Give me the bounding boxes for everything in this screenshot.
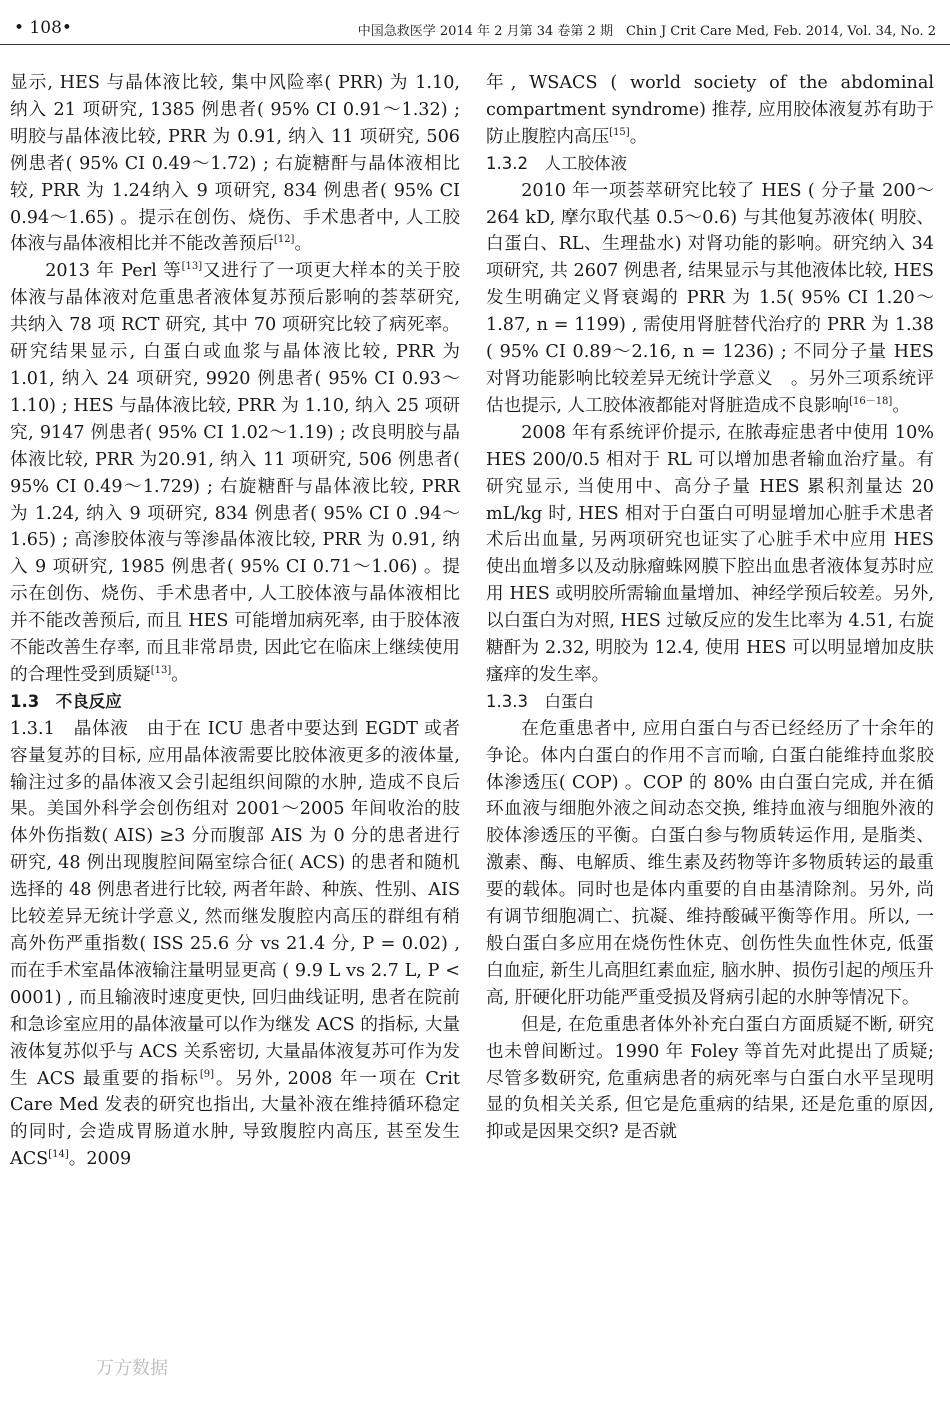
page-number: • 108• bbox=[14, 18, 72, 38]
subsection-heading-1-3-3: 1.3.3 白蛋白 bbox=[486, 691, 594, 711]
section-heading-1-3: 1.3 不良反应 bbox=[10, 691, 122, 711]
text: 。 bbox=[294, 234, 313, 255]
journal-citation: 中国急救医学 2014 年 2 月第 34 卷第 2 期 Chin J Crit Care Med, Feb. 2014, Vol. 34, No. 2 bbox=[357, 24, 936, 39]
right-column bbox=[486, 70, 934, 1146]
text: 1.3.1 晶体液 由于在 ICU 患者中要达到 EGDT 或者容量复苏的目标, 应用晶体液需要比胶体液更多的液体量, 输注过多的晶体液又会引起组织间隙的水肿, 造成不良后果。美国外科学会创伤组对 2001～2005 年间收治的肢体外伤指数( AIS) ≥3 分而腹部 AIS 为 0 分的患者进行研究, 48 例出现腹腔间隔室综合征( ACS) 的患者和随机选择的 48 例患者进行比较, 两者年龄、种族、性别、AIS 比较差异无统计学意义, 然而继发腹腔内高压的群组有稍高外伤严重指数( ISS 25.6 分 vs 21.4 分, P = 0.02) , 而在手术室晶体液输注量明显更高 ( 9.9 L vs 2.7 L, P < 0001) , 而且输液时速度更快, 回归曲线证明, 患者在院前和急诊室应用的晶体液量可以作为继发 ACS 的指标, 大量液体复苏似乎与 ACS 关系密切, 大量晶体液复苏可作为发生 ACS 最重要的指标 bbox=[10, 718, 460, 1089]
text: 显示, HES 与晶体液比较, 集中风险率( PRR) 为 1.10, 纳入 21 项研究, 1385 例患者( 95% CI 0.91～1.32) ; 明胶与晶体液比较, PRR 为 0.91, 纳入 11 项研究, 506 例患者( 95% CI 0.49～1.72) ; 右旋糖酐与晶体液相比较, PRR 为 1.24纳入 9 项研究, 834 例患者( 95% CI 0.94～1.65) 。提示在创伤、烧伤、手术患者中, 人工胶体液与晶体液相比并不能改善预后 bbox=[10, 73, 460, 255]
citation: [15] bbox=[609, 126, 630, 138]
paragraph bbox=[10, 70, 460, 258]
text: 。 bbox=[171, 664, 189, 685]
header-rule bbox=[0, 44, 950, 45]
citation: [14] bbox=[48, 1149, 69, 1161]
text: 2010 年一项荟萃研究比较了 HES ( 分子量 200～264 kD, 摩尔取代基 0.5～0.6) 与其他复苏液体( 明胶、白蛋白、RL、生理盐水) 对肾功能的影响。研究纳入 34 项研究, 共 2607 例患者, 结果显示与其他液体比较, HES 发生明确定义肾衰竭的 PRR 为 1.5( 95% CI 1.20～1.87, n = 1199) , 需使用肾脏替代治疗的 PRR 为 1.38 ( 95% CI 0.89～2.16, n = 1236) ; 不同分子量 HES 对肾功能影响比较差异无统计学意义 。另外三项系统评估也提示, 人工胶体液都能对肾脏造成不良影响 bbox=[486, 180, 934, 416]
paragraph bbox=[10, 716, 460, 1173]
watermark: 万方数据 bbox=[96, 1358, 168, 1379]
left-column bbox=[10, 70, 460, 1173]
subsection-heading-1-3-2: 1.3.2 人工胶体液 bbox=[486, 153, 627, 173]
text: 。2009 bbox=[68, 1149, 132, 1170]
text: 。 bbox=[892, 395, 910, 416]
text: 又进行了一项更大样本的关于胶体液与晶体液对危重患者液体复苏预后影响的荟萃研究, 共纳入 78 项 RCT 研究, 其中 70 项研究比较了病死率。研究结果显示, 白蛋白或血浆与晶体液比较, PRR 为 1.01, 纳入 24 项研究, 9920 例患者( 95% CI 0.93～1.10) ; HES 与晶体液比较, PRR 为 1.10, 纳入 25 项研究, 9147 例患者( 95% CI 1.02～1.19) ; 改良明胶与晶体液比较, PRR 为20.91, 纳入 11 项研究, 506 例患者( 95% CI 0.49～1.729) ; 右旋糖酐与晶体液比较, PRR 为 1.24, 纳入 9 项研究, 834 例患者( 95% CI 0 .94～1.65) ; 高渗胶体液与等渗晶体液比较, PRR 为 0.91, 纳入 9 项研究, 1985 例患者( 95% CI 0.71～1.06) 。提示在创伤、烧伤、手术患者中, 人工胶体液与晶体液相比并不能改善预后, 而且 HES 可能增加病死率, 由于胶体液不能改善生存率, 而且非常昂贵, 因此它在临床上继续使用的合理性受到质疑 bbox=[10, 261, 460, 685]
text: 年, WSACS ( world society of the abdominal compartment syndrome) 推荐, 应用胶体液复苏有助于防止腹腔内高压 bbox=[486, 73, 934, 147]
page-header bbox=[0, 0, 950, 48]
text: 。另外, 2008 年一项在 Crit Care Med 发表的研究也指出, 大量补液在维持循环稳定的同时, 会造成胃肠道水肿, 导致腹腔内高压, 甚至发生 ACS bbox=[10, 1068, 461, 1170]
paragraph: 在危重患者中, 应用白蛋白与否已经经历了十余年的争论。体内白蛋白的作用不言而喻, 白蛋白能维持血浆胶体渗透压( COP) 。COP 的 80% 由白蛋白完成, 并在循环血液与细胞外液之间动态交换, 维持血液与细胞外液的胶体渗透压的平衡。白蛋白参与物质转运作用, 是脂类、激素、酶、电解质、维生素及药物等许多物质转运的最重要的载体。同时也是体内重要的自由基清除剂。另外, 尚有调节细胞凋亡、抗凝、维持酸碱平衡等作用。所以, 一般白蛋白多应用在烧伤性休克、创伤性失血性休克, 低蛋白血症, 新生儿高胆红素血症, 脑水肿、损伤引起的颅压升高, 肝硬化肝功能严重受损及肾病引起的水肿等情况下。 bbox=[486, 718, 934, 1008]
paragraph: 但是, 在危重患者体外补充白蛋白方面质疑不断, 研究也未曾间断过。1990 年 Foley 等首先对此提出了质疑; 尽管多数研究, 危重病患者的病死率与白蛋白水平呈现明显的负相关关系, 但它是危重病的结果, 还是危重的原因, 抑或是因果交织? 是否就 bbox=[486, 1014, 934, 1143]
paragraph bbox=[10, 258, 460, 689]
paragraph bbox=[486, 178, 934, 420]
paragraph: 2008 年有系统评价提示, 在脓毒症患者中使用 10% HES 200/0.5 相对于 RL 可以增加患者输血治疗量。有研究显示, 当使用中、高分子量 HES 累积剂量达 20 mL/kg 时, HES 相对于白蛋白可明显增加心脏手术患者术后出血量, 另两项研究也证实了心脏手术中应用 HES 使出血增多以及动脉瘤蛛网膜下腔出血患者液体复苏时应用 HES 或明胶所需输血量增加、神经学预后较差。另外, 以白蛋白为对照, HES 过敏反应的发生比率为 4.51, 右旋糖酐为 2.32, 明胶为 12.4, 使用 HES 可以明显增加皮肤瘙痒的发生率。 bbox=[486, 422, 934, 685]
citation: [13] bbox=[181, 261, 203, 273]
citation: [13] bbox=[150, 665, 172, 677]
paragraph bbox=[486, 70, 934, 151]
citation: [9] bbox=[199, 1068, 215, 1080]
text: 。 bbox=[629, 126, 648, 147]
text: 2013 年 Perl 等 bbox=[45, 261, 182, 282]
citation: [16－18] bbox=[849, 396, 893, 408]
citation: [12] bbox=[273, 234, 295, 246]
